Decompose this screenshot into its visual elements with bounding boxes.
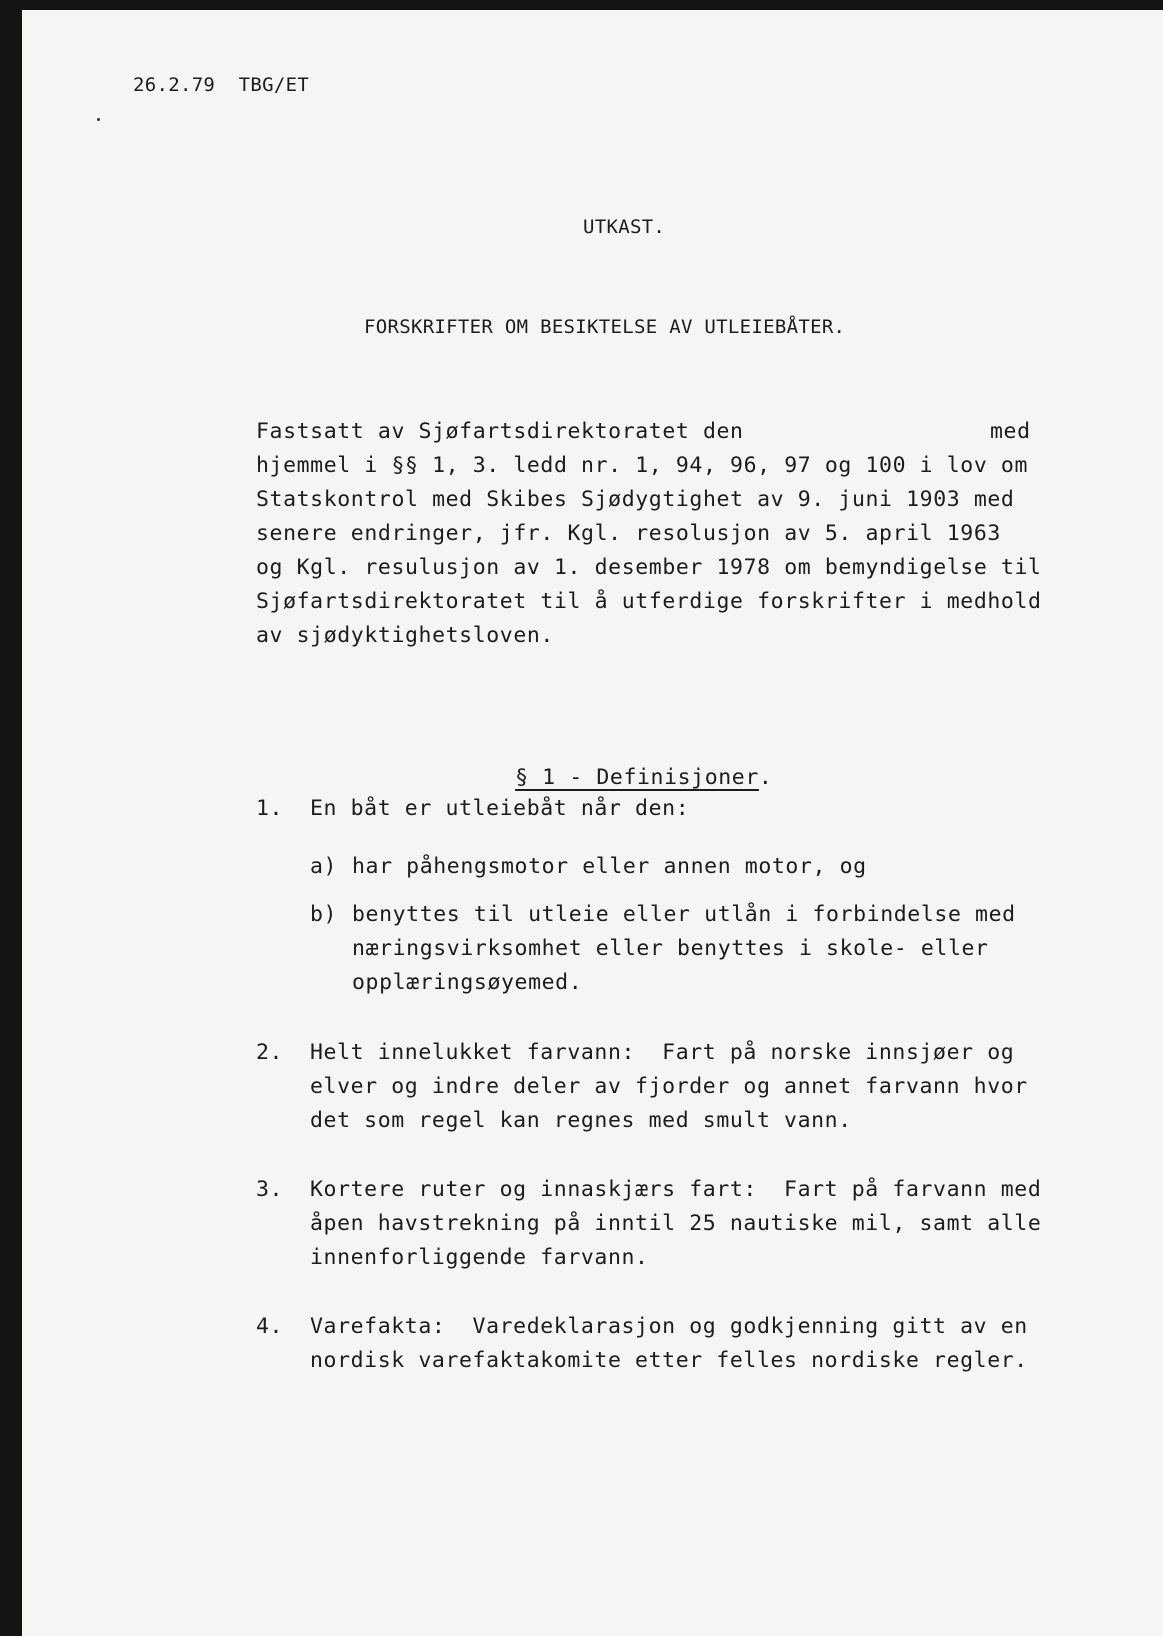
item-text: Helt innelukket farvann: Fart på norske innsjøer og (310, 1040, 1015, 1065)
sub-item-label: a) (310, 854, 338, 879)
item-text: Varefakta: Varedeklarasjon og godkjenning gitt av en (310, 1314, 1028, 1339)
item-text: det som regel kan regnes med smult vann. (310, 1108, 852, 1133)
ink-speck (97, 118, 100, 121)
preamble-line: og Kgl. resulusjon av 1. desember 1978 om bemyndigelse til (256, 555, 1042, 580)
section-heading-text: § 1 - Definisjoner (515, 765, 759, 790)
sub-item-text: har påhengsmotor eller annen motor, og (352, 854, 867, 879)
document-title: FORSKRIFTER OM BESIKTELSE AV UTLEIEBÅTER. (364, 316, 846, 338)
sub-item-text: benyttes til utleie eller utlån i forbindelse med (352, 902, 1016, 927)
date-reference: 26.2.79 TBG/ET (133, 74, 310, 96)
section-heading-period: . (758, 765, 773, 790)
draft-label: UTKAST. (583, 216, 666, 238)
item-text: En båt er utleiebåt når den: (310, 796, 690, 821)
item-number: 3. (256, 1177, 284, 1202)
item-text: nordisk varefaktakomite etter felles nordiske regler. (310, 1348, 1028, 1373)
item-number: 4. (256, 1314, 284, 1339)
preamble-line: Sjøfartsdirektoratet til å utferdige forskrifter i medhold (256, 589, 1042, 614)
item-text: Kortere ruter og innaskjærs fart: Fart på farvann med (310, 1177, 1042, 1202)
sub-item-text: opplæringsøyemed. (352, 970, 583, 995)
item-number: 1. (256, 796, 284, 821)
item-text: elver og indre deler av fjorder og annet farvann hvor (310, 1074, 1028, 1099)
preamble-line: hjemmel i §§ 1, 3. ledd nr. 1, 94, 96, 97 og 100 i lov om (256, 453, 1029, 478)
preamble-line: senere endringer, jfr. Kgl. resolusjon av 5. april 1963 (256, 521, 1001, 546)
item-number: 2. (256, 1040, 284, 1065)
sub-item-text: næringsvirksomhet eller benyttes i skole- eller (352, 936, 989, 961)
sub-item-label: b) (310, 902, 338, 927)
item-text: innenforliggende farvann. (310, 1245, 649, 1270)
preamble-line: Fastsatt av Sjøfartsdirektoratet den (256, 419, 744, 444)
section-heading (488, 727, 773, 790)
item-text: åpen havstrekning på inntil 25 nautiske mil, samt alle (310, 1211, 1042, 1236)
preamble-line: av sjødyktighetsloven. (256, 623, 554, 648)
preamble-line-end: med (990, 419, 1031, 444)
preamble-line: Statskontrol med Skibes Sjødygtighet av 9. juni 1903 med (256, 487, 1015, 512)
